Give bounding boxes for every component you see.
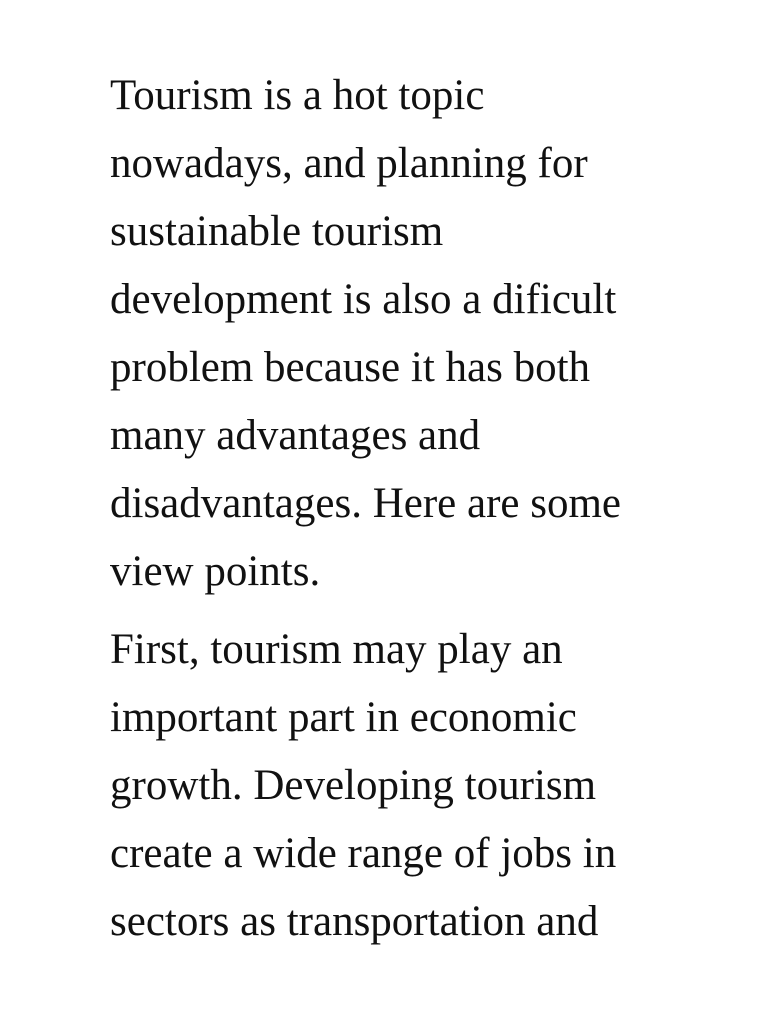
text-line: growth. Developing tourism [110,762,597,809]
text-line: view points. [110,548,321,595]
document-page [110,62,690,956]
text-line: disadvantages. Here are some [110,480,622,527]
text-line: sustainable tourism [110,208,444,255]
text-line: create a wide range of jobs in [110,830,617,877]
text-line: many advantages and [110,412,481,459]
paragraph-first-point [110,616,690,956]
text-line: sectors as transportation and [110,898,599,945]
text-line: development is also a dificult [110,276,617,323]
text-line: First, tourism may play an [110,626,563,673]
text-line: important part in economic [110,694,577,741]
text-line: Tourism is a hot topic [110,72,485,119]
text-line: problem because it has both [110,344,591,391]
paragraph-intro [110,62,690,606]
text-line: nowadays, and planning for [110,140,588,187]
